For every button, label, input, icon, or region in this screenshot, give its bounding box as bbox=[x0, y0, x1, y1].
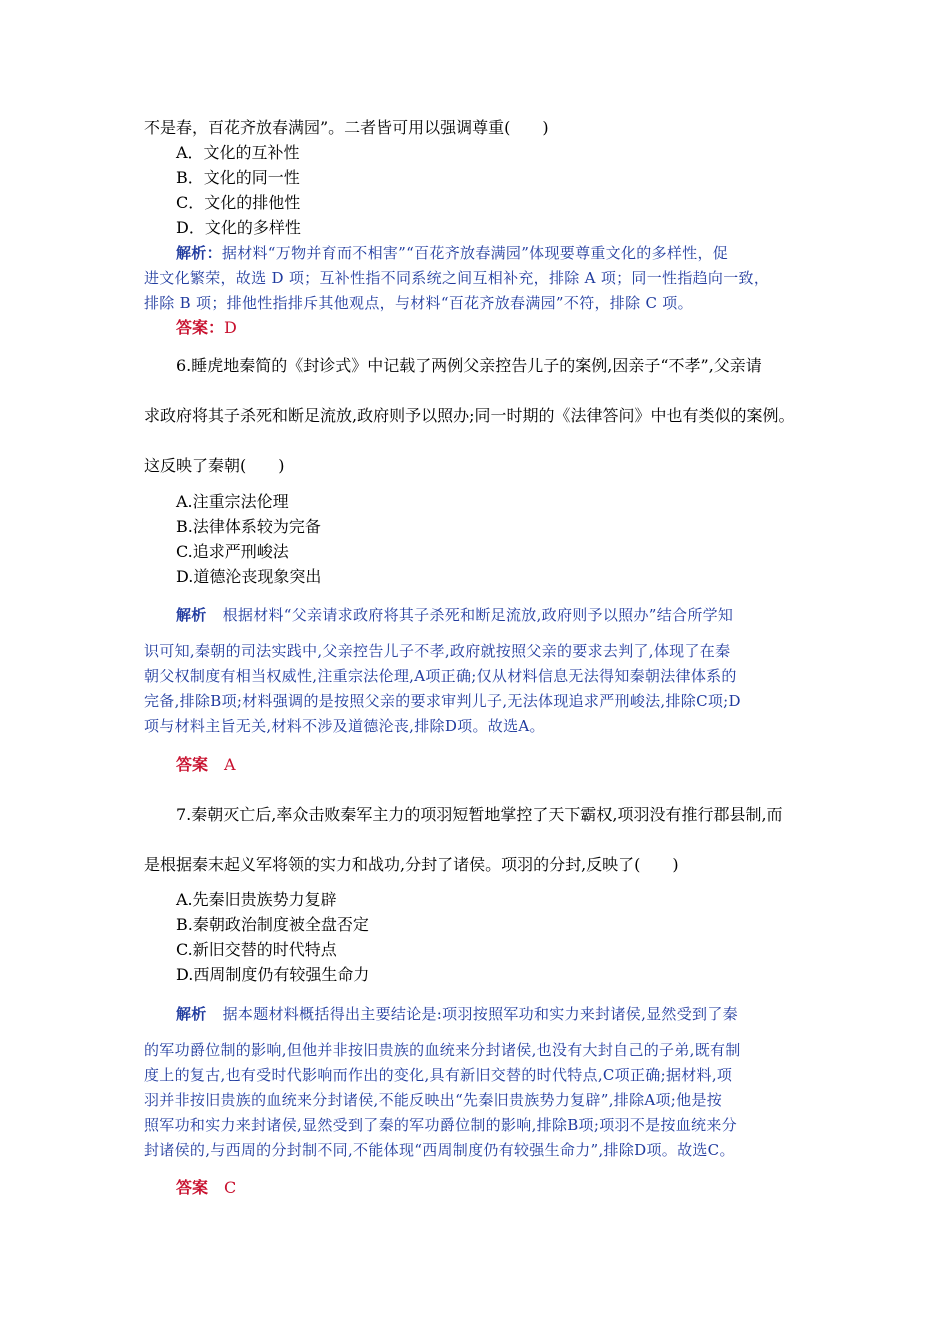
q7-option-c: C.新旧交替的时代特点 bbox=[176, 940, 337, 959]
q5-answer bbox=[176, 318, 237, 338]
q7-answer bbox=[176, 1178, 236, 1198]
q5-analysis-label: 解析： bbox=[176, 244, 222, 262]
q5-option-a: A．文化的互补性 bbox=[176, 143, 300, 162]
q7-analysis-line-5: 照军功和实力来封诸侯,显然受到了秦的军功爵位制的影响,排除B项;项羽不是按血统来分 bbox=[144, 1116, 737, 1134]
q6-stem-line-1: 6.睡虎地秦简的《封诊式》中记载了两例父亲控告儿子的案例,因亲子“不孝”,父亲请 bbox=[176, 356, 762, 375]
q5-option-c: C．文化的排他性 bbox=[176, 193, 301, 212]
q5-analysis-line-3: 排除 B 项；排他性指排斥其他观点，与材料“百花齐放春满园”不符，排除 C 项。 bbox=[144, 294, 693, 312]
q6-analysis-label: 解析 bbox=[176, 606, 207, 624]
q6-stem-line-2: 求政府将其子杀死和断足流放,政府则予以照办;同一时期的《法律答问》中也有类似的案例。 bbox=[144, 406, 795, 425]
q7-option-d: D.西周制度仍有较强生命力 bbox=[176, 965, 370, 984]
q7-stem-line-2: 是根据秦末起义军将领的实力和战功,分封了诸侯。项羽的分封,反映了( ) bbox=[144, 855, 679, 874]
q6-analysis-line-4: 完备,排除B项;材料强调的是按照父亲的要求审判儿子,无法体现追求严刑峻法,排除C项;D bbox=[144, 692, 741, 710]
q6-analysis-line-5: 项与材料主旨无关,材料不涉及道德沦丧,排除D项。故选A。 bbox=[144, 717, 545, 735]
q6-option-a: A.注重宗法伦理 bbox=[176, 492, 289, 511]
q7-answer-value: C bbox=[224, 1178, 237, 1197]
q6-answer bbox=[176, 755, 236, 775]
q7-option-a: A.先秦旧贵族势力复辟 bbox=[176, 890, 337, 909]
q5-answer-value: D bbox=[224, 318, 237, 337]
q7-analysis-label: 解析 bbox=[176, 1005, 207, 1023]
q7-analysis-line-4: 羽并非按旧贵族的血统来分封诸侯,不能反映出“先秦旧贵族势力复辟”,排除A项;他是按 bbox=[144, 1091, 723, 1109]
q5-answer-label: 答案： bbox=[176, 318, 225, 337]
q7-analysis-line-6: 封诸侯的,与西周的分封制不同,不能体现“西周制度仍有较强生命力”,排除D项。故选C。 bbox=[144, 1141, 735, 1159]
q7-analysis-line-2: 的军功爵位制的影响,但他并非按旧贵族的血统来分封诸侯,也没有大封自己的子弟,既有制 bbox=[144, 1041, 741, 1059]
q5-analysis-line-2: 进文化繁荣，故选 D 项；互补性指不同系统之间互相补充，排除 A 项；同一性指趋向一致， bbox=[144, 269, 770, 287]
q5-stem: 不是春，百花齐放春满园”。二者皆可用以强调尊重( ) bbox=[144, 118, 549, 137]
q7-option-b: B.秦朝政治制度被全盘否定 bbox=[176, 915, 369, 934]
q6-analysis-line-2: 识可知,秦朝的司法实践中,父亲控告儿子不孝,政府就按照父亲的要求去判了,体现了在秦 bbox=[144, 642, 731, 660]
q7-answer-label: 答案 bbox=[176, 1178, 209, 1197]
q5-analysis-line-1: 解析：据材料“万物并育而不相害”“百花齐放春满园”体现要尊重文化的多样性，促 bbox=[176, 244, 729, 262]
q5-option-d: D．文化的多样性 bbox=[176, 218, 301, 237]
q6-option-c: C.追求严刑峻法 bbox=[176, 542, 289, 561]
q6-stem-line-3: 这反映了秦朝( ) bbox=[144, 456, 285, 475]
q6-analysis-line-1: 解析 根据材料“父亲请求政府将其子杀死和断足流放,政府则予以照办”结合所学知 bbox=[176, 606, 734, 624]
q6-answer-label: 答案 bbox=[176, 755, 209, 774]
q7-analysis-line-1: 解析 据本题材料概括得出主要结论是:项羽按照军功和实力来封诸侯,显然受到了秦 bbox=[176, 1005, 738, 1023]
q6-analysis-line-3: 朝父权制度有相当权威性,注重宗法伦理,A项正确;仅从材料信息无法得知秦朝法律体系的 bbox=[144, 667, 737, 685]
q7-analysis-line-3: 度上的复古,也有受时代影响而作出的变化,具有新旧交替的时代特点,C项正确;据材料,项 bbox=[144, 1066, 733, 1084]
q6-answer-value: A bbox=[224, 755, 236, 774]
q7-stem-line-1: 7.秦朝灭亡后,率众击败秦军主力的项羽短暂地掌控了天下霸权,项羽没有推行郡县制,而 bbox=[176, 805, 783, 824]
q6-option-b: B.法律体系较为完备 bbox=[176, 517, 321, 536]
q5-option-b: B．文化的同一性 bbox=[176, 168, 300, 187]
q6-option-d: D.道德沦丧现象突出 bbox=[176, 567, 322, 586]
